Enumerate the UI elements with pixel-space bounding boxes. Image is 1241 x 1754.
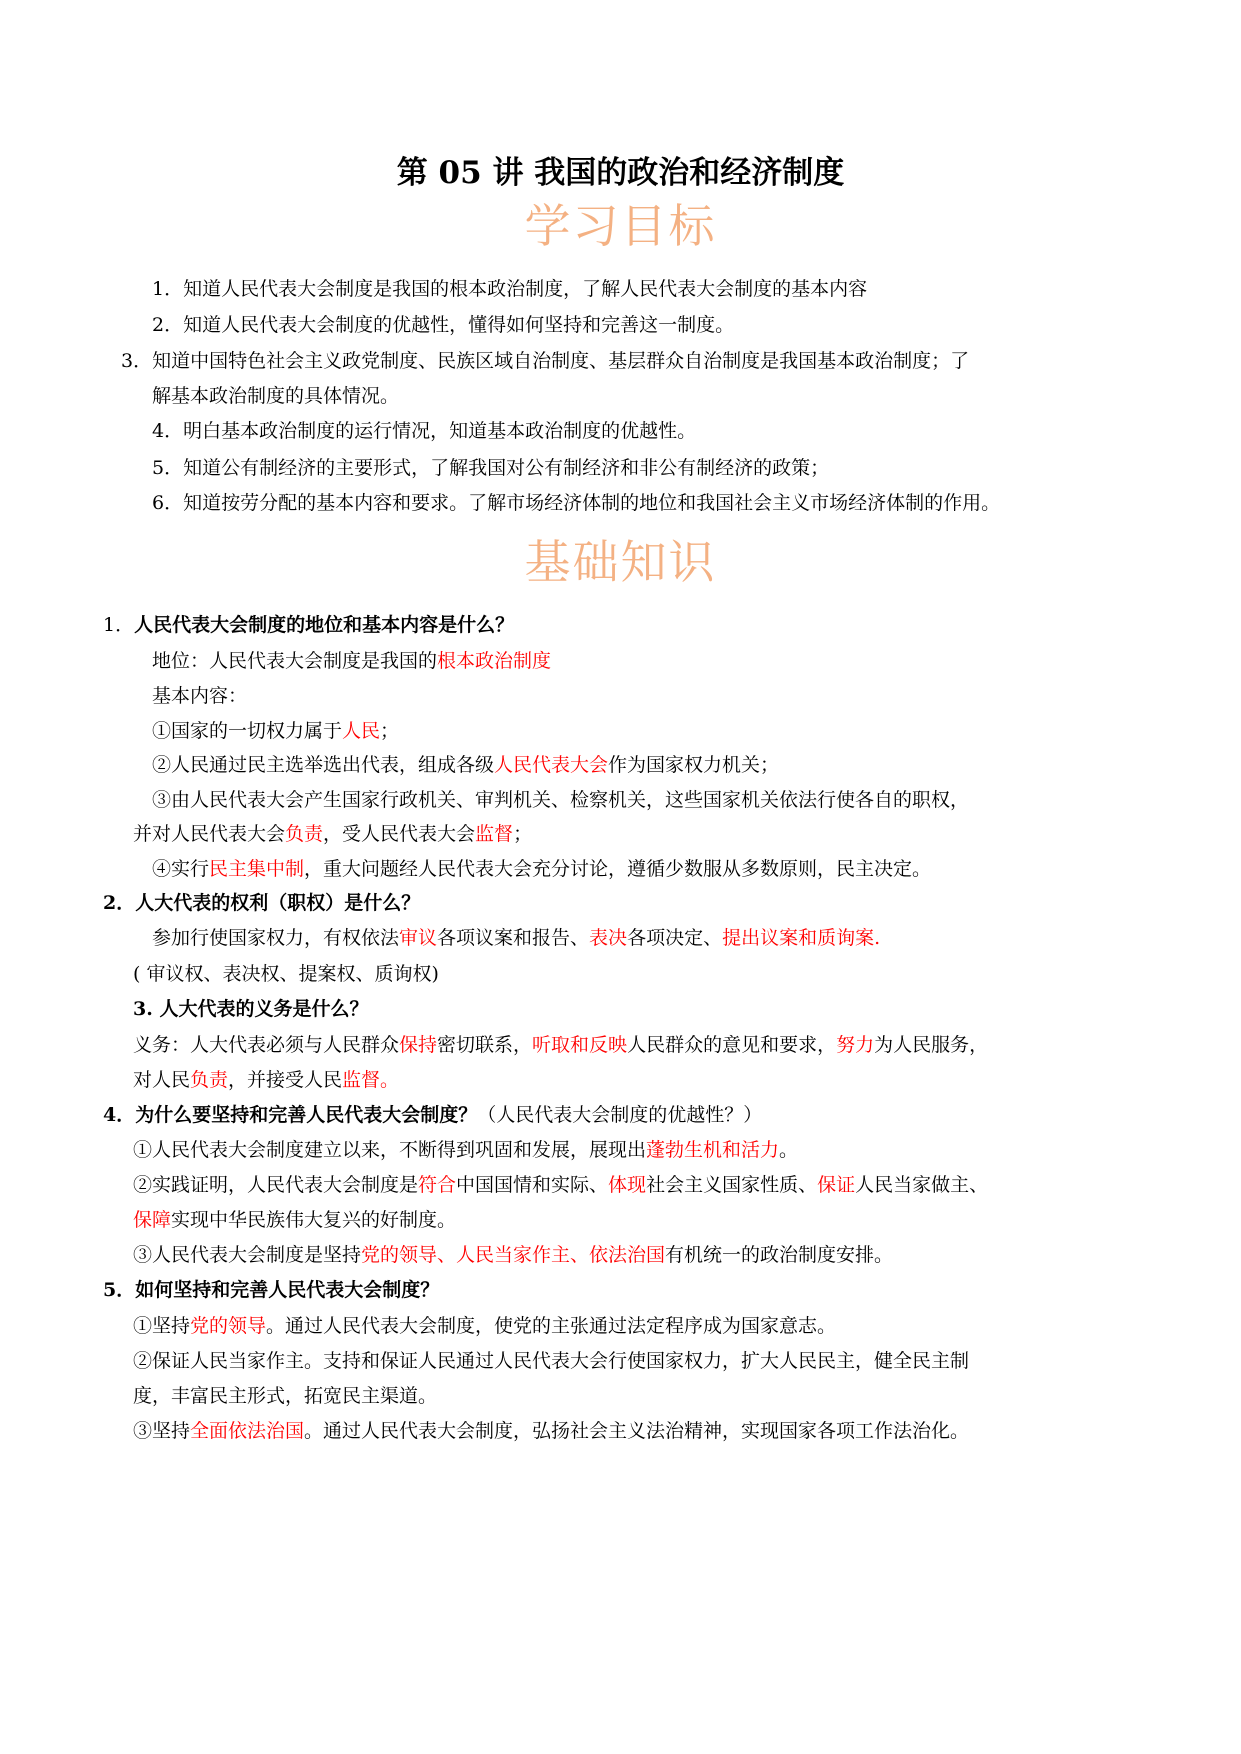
text: ； xyxy=(380,720,400,742)
highlight: 保证 xyxy=(817,1174,856,1196)
q1-content-2 xyxy=(152,752,779,778)
q1-number: 1． xyxy=(103,614,135,636)
q1-question xyxy=(103,612,514,638)
text: 义务：人大代表必须与人民群众 xyxy=(133,1034,400,1056)
text: 参加行使国家权力，有权依法 xyxy=(152,927,400,949)
page-title: 第 05 讲 我国的政治和经济制度 xyxy=(396,155,845,191)
q2-question: 2．人大代表的权利（职权）是什么？ xyxy=(103,892,421,914)
q5-point-3 xyxy=(133,1418,969,1444)
q4-point-1 xyxy=(133,1137,798,1163)
q5-point-1 xyxy=(133,1313,836,1339)
highlight: 党的领导 xyxy=(190,1315,267,1337)
highlight: 人民 xyxy=(342,720,381,742)
text: . xyxy=(874,927,881,949)
q2-note: ( 审议权、表决权、提案权、质询权) xyxy=(133,963,439,985)
q1-text: 人民代表大会制度的地位和基本内容是什么？ xyxy=(134,614,515,636)
highlight: 表决 xyxy=(589,927,628,949)
goal-5: 5．知道公有制经济的主要形式，了解我国对公有制经济和非公有制经济的政策； xyxy=(152,457,830,479)
goal-1: 1．知道人民代表大会制度是我国的根本政治制度，了解人民代表大会制度的基本内容 xyxy=(152,278,868,300)
text: ； xyxy=(513,823,533,845)
text: 实现中华民族伟大复兴的好制度。 xyxy=(171,1209,457,1231)
q5-point-2-cont: 度，丰富民主形式，拓宽民主渠道。 xyxy=(133,1385,438,1407)
q4-question xyxy=(103,1102,762,1128)
q1-status xyxy=(152,648,551,674)
highlight: 监督。 xyxy=(342,1069,400,1091)
q4-point-3 xyxy=(133,1242,893,1268)
highlight: 全面依法治国 xyxy=(190,1420,305,1442)
q4-point-2 xyxy=(133,1172,988,1198)
text: 并对人民代表大会 xyxy=(133,823,286,845)
highlight: 蓬勃生机和活力 xyxy=(646,1139,780,1161)
text: 中国国情和实际、 xyxy=(456,1174,609,1196)
highlight: 努力 xyxy=(836,1034,875,1056)
highlight: 人民代表大会 xyxy=(494,754,609,776)
q1-content-3: ③由人民代表大会产生国家行政机关、审判机关、检察机关，这些国家机关依法行使各自的职权， xyxy=(152,789,970,811)
text: 人民群众的意见和要求， xyxy=(627,1034,837,1056)
text: 人民当家做主、 xyxy=(855,1174,989,1196)
heading-goals: 学习目标 xyxy=(524,199,717,253)
goal-6: 6．知道按劳分配的基本内容和要求。了解市场经济体制的地位和我国社会主义市场经济体制的作用。 xyxy=(152,492,1001,514)
text: 密切联系， xyxy=(437,1034,533,1056)
q1-content-4 xyxy=(152,856,931,882)
text: ④实行 xyxy=(152,858,210,880)
highlight: 符合 xyxy=(418,1174,457,1196)
q3-answer xyxy=(133,1032,988,1058)
highlight: 保持 xyxy=(399,1034,438,1056)
goal-3: 3．知道中国特色社会主义政党制度、民族区域自治制度、基层群众自治制度是我国基本政治制度；了 xyxy=(121,350,970,372)
q5-question: 5．如何坚持和完善人民代表大会制度？ xyxy=(103,1279,440,1301)
q1-content-1 xyxy=(152,718,399,744)
text: 各项议案和报告、 xyxy=(437,927,590,949)
highlight: 审议 xyxy=(399,927,438,949)
q4-text: 4．为什么要坚持和完善人民代表大会制度？ xyxy=(103,1104,478,1126)
text: 作为国家权力机关； xyxy=(608,754,780,776)
highlight: 提出议案和质询案 xyxy=(722,927,875,949)
goal-2: 2．知道人民代表大会制度的优越性，懂得如何坚持和完善这一制度。 xyxy=(152,314,735,336)
heading-basics: 基础知识 xyxy=(524,535,717,589)
text: ①人民代表大会制度建立以来，不断得到巩固和发展，展现出 xyxy=(133,1139,647,1161)
q3-answer-cont xyxy=(133,1067,399,1093)
q4-note: （人民代表大会制度的优越性？） xyxy=(477,1104,763,1126)
text: 有机统一的政治制度安排。 xyxy=(665,1244,894,1266)
text: 社会主义国家性质、 xyxy=(646,1174,818,1196)
highlight: 保障 xyxy=(133,1209,172,1231)
text: 。通过人民代表大会制度，弘扬社会主义法治精神，实现国家各项工作法治化。 xyxy=(304,1420,970,1442)
text: 。 xyxy=(779,1139,799,1161)
text: 地位：人民代表大会制度是我国的 xyxy=(152,650,438,672)
text: ①国家的一切权力属于 xyxy=(152,720,343,742)
highlight: 党的领导、人民当家作主、依法治国 xyxy=(361,1244,666,1266)
goal-3-cont: 解基本政治制度的具体情况。 xyxy=(152,385,400,407)
highlight: 民主集中制 xyxy=(209,858,305,880)
text: ③坚持 xyxy=(133,1420,191,1442)
text: 对人民 xyxy=(133,1069,191,1091)
text: ，重大问题经人民代表大会充分讨论，遵循少数服从多数原则，民主决定。 xyxy=(304,858,932,880)
q1-content-3-cont xyxy=(133,821,532,847)
text: ①坚持 xyxy=(133,1315,191,1337)
text: ②人民通过民主选举选出代表，组成各级 xyxy=(152,754,495,776)
highlight: 听取和反映 xyxy=(532,1034,628,1056)
text: ，受人民代表大会 xyxy=(323,823,476,845)
text: ③人民代表大会制度是坚持 xyxy=(133,1244,362,1266)
text: 各项决定、 xyxy=(627,927,723,949)
text: 为人民服务， xyxy=(874,1034,989,1056)
q3-question: 3. 人大代表的义务是什么？ xyxy=(133,998,369,1020)
highlight: 负责 xyxy=(190,1069,229,1091)
q1-content-label: 基本内容： xyxy=(152,685,248,707)
q2-answer xyxy=(152,925,880,951)
text: ，并接受人民 xyxy=(228,1069,343,1091)
goal-4: 4．明白基本政治制度的运行情况，知道基本政治制度的优越性。 xyxy=(152,420,697,442)
q4-point-2-cont xyxy=(133,1207,456,1233)
highlight: 根本政治制度 xyxy=(437,650,552,672)
text: 。通过人民代表大会制度，使党的主张通过法定程序成为国家意志。 xyxy=(266,1315,837,1337)
q5-point-2: ②保证人民当家作主。支持和保证人民通过人民代表大会行使国家权力，扩大人民民主，健全民主制 xyxy=(133,1350,970,1372)
highlight: 监督 xyxy=(475,823,514,845)
highlight: 负责 xyxy=(285,823,324,845)
text: ②实践证明，人民代表大会制度是 xyxy=(133,1174,419,1196)
highlight: 体现 xyxy=(608,1174,647,1196)
